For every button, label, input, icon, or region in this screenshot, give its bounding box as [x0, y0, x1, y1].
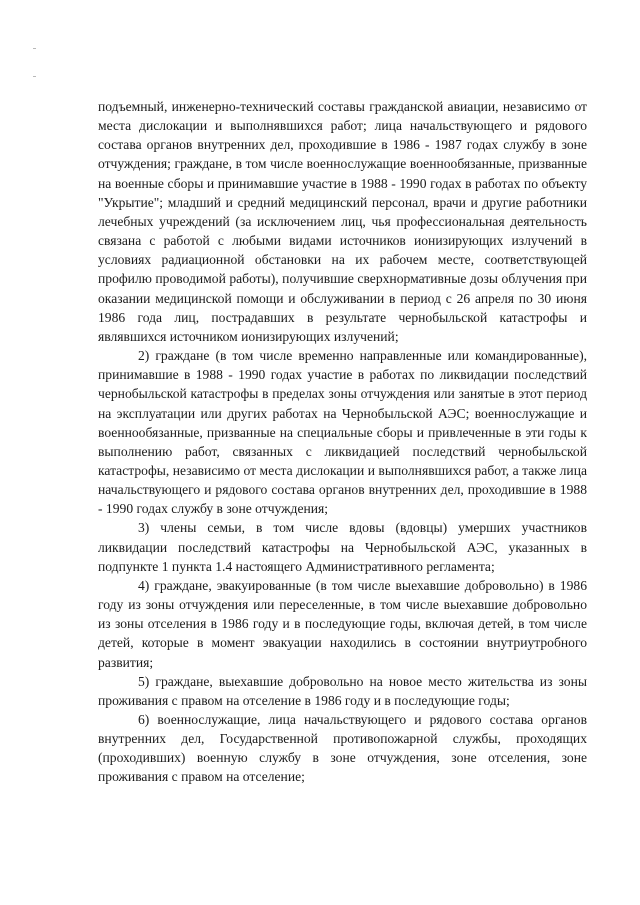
scan-margin-mark [33, 76, 36, 77]
paragraph-continuation: подъемный, инженерно-технический составы гражданской авиации, независимо от места дислокации и выполнявшихся работ; лица начальствующего и рядового состава органов внутренних дел, проходившие в 1986 - 1987 годах службу в зоне отчуждения; граждане, в том числе военнослужащие военнообязанные, призванные на военные сборы и принимавшие участие в 1988 - 1990 годах в работах по объекту "Укрытие"; младший и средний медицинский персонал, врачи и другие работники лечебных учреждений (за исключением лиц, чья профессиональная деятельность связана с работой с любыми видами источников ионизирующих излучений в условиях радиационной обстановки на их рабочем месте, соответствующей профилю проводимой работы), получившие сверхнормативные дозы облучения при оказании медицинской помощи и обслуживании в период с 26 апреля по 30 июня 1986 года лиц, пострадавших в результате чернобыльской катастрофы и являвшихся источником ионизирующих излучений; [98, 99, 587, 344]
document-body [98, 97, 587, 787]
paragraph-item-3: 3) члены семьи, в том числе вдовы (вдовцы) умерших участников ликвидации последствий катастрофы на Чернобыльской АЭС, указанных в подпункте 1 пункта 1.4 настоящего Административного регламента; [98, 520, 587, 574]
scan-margin-mark [33, 48, 36, 49]
paragraph-item-5: 5) граждане, выехавшие добровольно на новое место жительства из зоны проживания с правом на отселение в 1986 году и в последующие годы; [98, 673, 587, 708]
paragraph-item-4: 4) граждане, эвакуированные (в том числе выехавшие добровольно) в 1986 году из зоны отчуждения или переселенные, в том числе выехавшие добровольно из зоны отселения в 1986 году и в последующие годы, включая детей, в том числе детей, которые в момент эвакуации находились в состоянии внутриутробного развития; [98, 577, 587, 670]
paragraph-item-6: 6) военнослужащие, лица начальствующего и рядового состава органов внутренних дел, Государственной противопожарной службы, проходящих (проходивших) военную службу в зоне отчуждения, зоне отселения, зоне проживания с правом на отселение; [98, 712, 587, 785]
paragraph-item-2: 2) граждане (в том числе временно направленные или командированные), принимавшие в 1988 - 1990 годах участие в работах по ликвидации последствий чернобыльской катастрофы в пределах зоны отчуждения или занятые в этот период на эксплуатации или других работах на Чернобыльской АЭС; военнослужащие и военнообязанные, призванные на специальные сборы и привлеченные в эти годы к выполнению работ, связанных с ликвидацией последствий чернобыльской катастрофы, независимо от места дислокации и выполнявшихся работ, а также лица начальствующего и рядового состава органов внутренних дел, проходившие в 1988 - 1990 годах службу в зоне отчуждения; [98, 348, 587, 517]
